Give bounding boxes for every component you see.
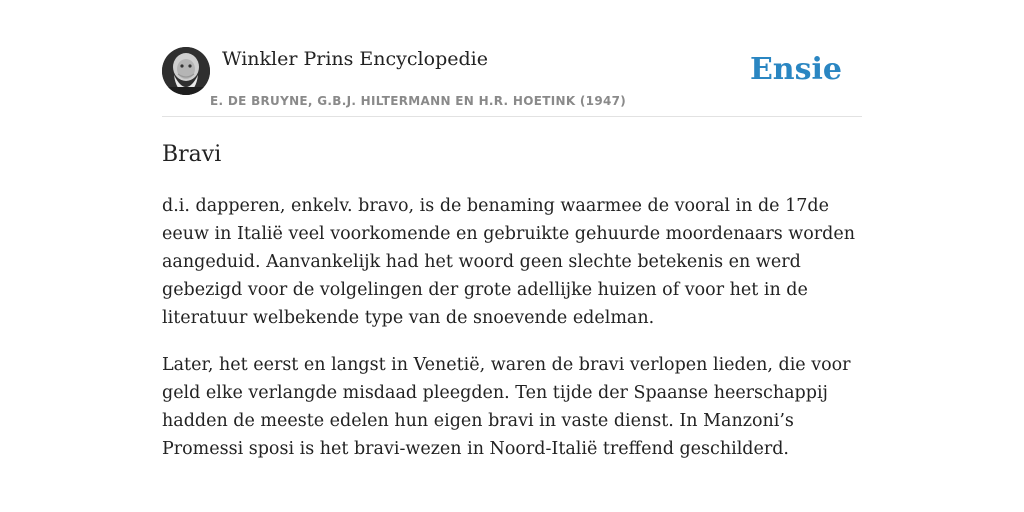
source-authors: E. DE BRUYNE, G.B.J. HILTERMANN EN H.R. HOETINK (1947) bbox=[210, 94, 627, 108]
article-title: Bravi bbox=[162, 142, 222, 167]
page-header bbox=[162, 47, 862, 117]
article-paragraph-1: d.i. dapperen, enkelv. bravo, is de benaming waarmee de vooral in de 17de eeuw in Italië veel voorkomende en gebruikte gehuurde moordenaars worden aangeduid. Aanvankelijk had het woord geen slechte betekenis en werd gebezigd voor de volgelingen der grote adellijke huizen of voor het in de literatuur welbekende type van de snoevende edelman. bbox=[162, 196, 855, 328]
author-portrait-icon bbox=[162, 47, 210, 95]
source-title[interactable]: Winkler Prins Encyclopedie bbox=[222, 48, 488, 70]
author-portrait-icon bbox=[162, 47, 210, 95]
article-body bbox=[162, 192, 862, 482]
article-paragraph-2: Later, het eerst en langst in Venetië, waren de bravi verlopen lieden, die voor geld elke verlangde misdaad pleegden. Ten tijde der Spaanse heerschappij hadden de meeste edelen hun eigen bravi in vaste dienst. In Manzoni’s Promessi sposi is het bravi-wezen in Noord-Italië treffend geschilderd. bbox=[162, 355, 851, 459]
ensie-logo-link[interactable]: Ensie bbox=[749, 52, 842, 87]
